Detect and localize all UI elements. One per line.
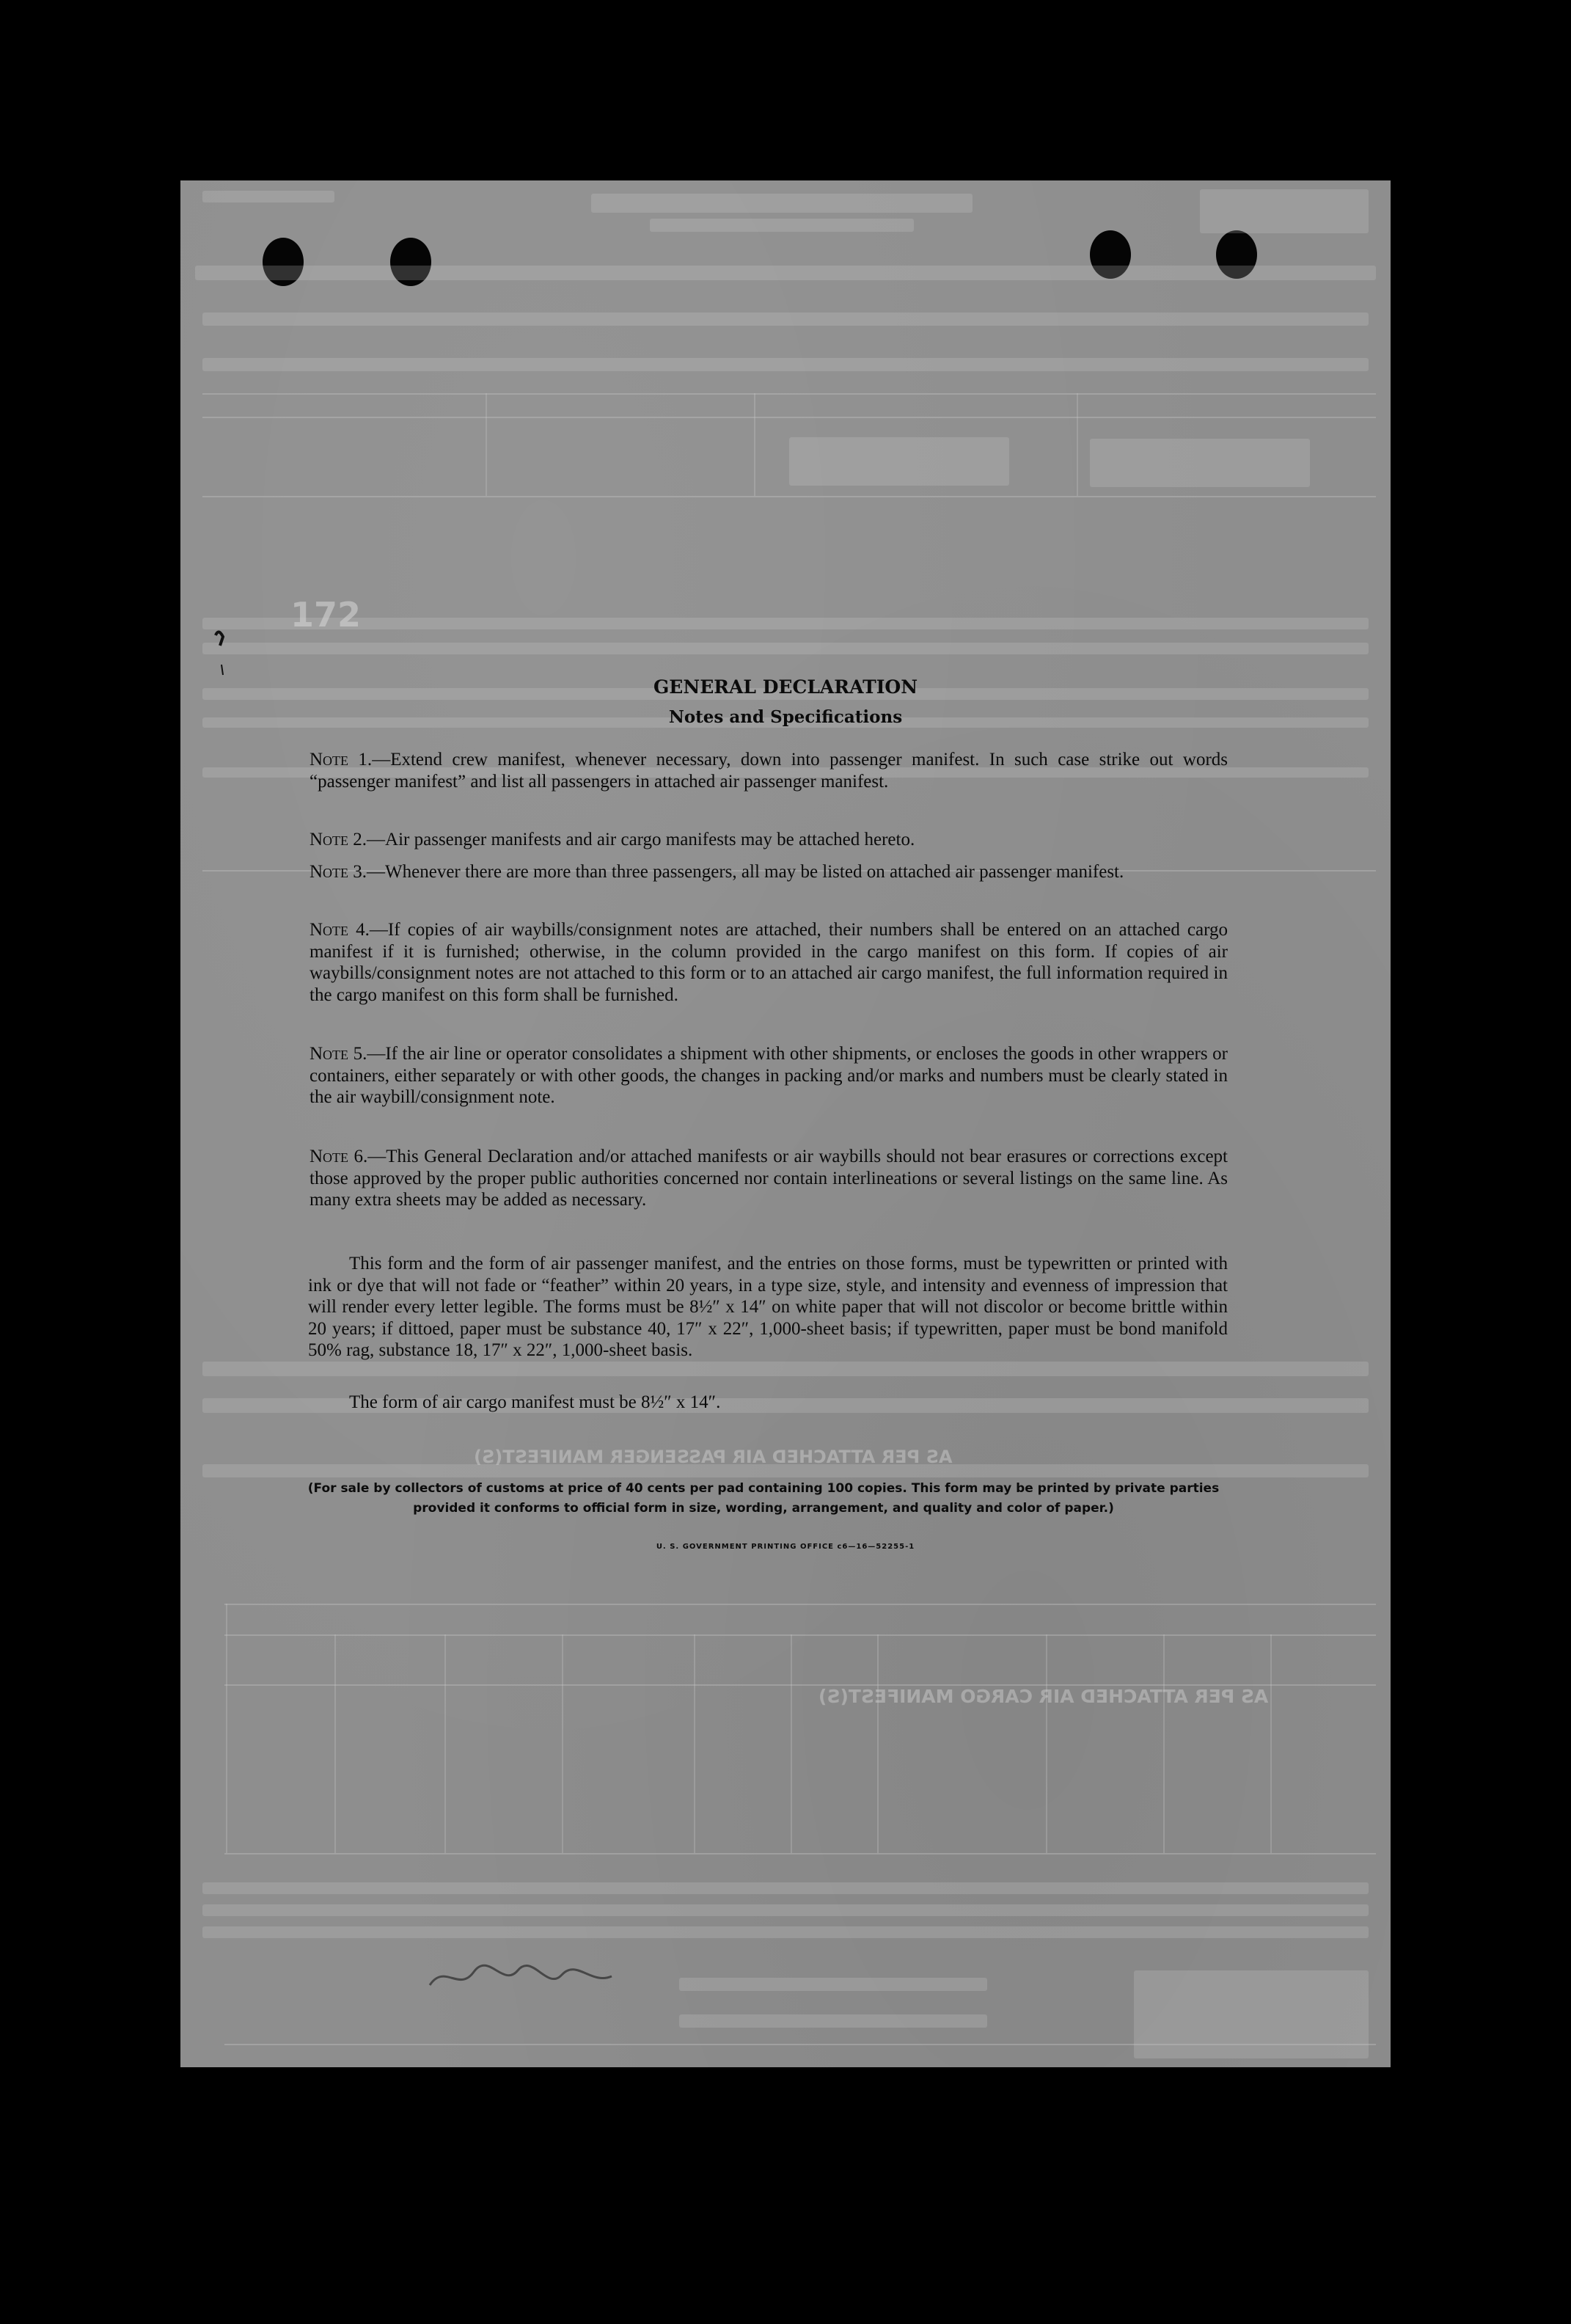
note-label: Note 5. [310, 1044, 367, 1064]
note-text: —Extend crew manifest, whenever necessary, down into passenger manifest. In such case strike out words “passenger manifest” and list all passengers in attached air passenger manifest. [310, 750, 1228, 792]
note-label: Note 6. [310, 1147, 368, 1166]
note-3 [310, 861, 1228, 883]
note-text: —Air passenger manifests and air cargo manifests may be attached hereto. [367, 830, 915, 849]
note-text: —Whenever there are more than three passengers, all may be listed on attached air passenger manifest. [367, 862, 1124, 882]
note-label: Note 4. [310, 920, 370, 940]
document-sheet: AS PER ATTACHED AIR CARGO MANIFEST(S) 172 GENERAL DECLARATION Notes and Specifications Note 1.—Extend crew manifest, whenever necessary, down into passenger manifest. In such case strike out words “passenger manifest” and list all passengers in attached air passenger manifest. Note 2.—Air passenger manifests and air cargo manifests may be attached hereto. Note 3.—Whenever there are more than three passengers, all may be listed on attached air passenger manifest. Note 4.—If copies of air waybills/consignment notes are attached, their numbers shall be entered on an attached cargo manifest if it is furnished; otherwise, in the column provided in the cargo manifest on this form. If copies of air waybills/consignment notes are not attached to this form or to an attached air cargo manifest, the full information required in the cargo manifest on this form shall be furnished. Note 5.—If the air line or operator consolidates a shipment with other shipments, or encloses the goods in other wrappers or containers, either separately or with other goods, the changes in packing and/or marks and numbers must be clearly stated in the air waybill/consignment note. Note 6.—This General Declaration and/or attached manifests or air waybills should not bear erasures or corrections except those approved by the proper public authorities concerned nor contain interlineations or several listings on the same line. As many extra sheets may be added as necessary. This form and the form of air passenger manifest, and the entries on those forms, must be typewritten or printed with ink or dye that will not fade or “feather” within 20 years, in a type size, style, and intensity and evenness of impression that will render every letter legible. The forms must be 8½″ x 14″ on white paper that will not discolor or become brittle within 20 years; if dittoed, paper must be substance 40, 17″ x 22″, 1,000-sheet basis; if typewritten, paper must be bond manifold 50% rag, substance 18, 17″ x 22″, 1,000-sheet basis. The form of air cargo manifest must be 8½″ x 14″. AS PER ATTACHED AIR PASSENGER MANIFEST(S) (For sale by collectors of customs at price of 40 cents per pad containing 100 copies. This form may be printed by private parties provided it conforms to official form in size, wording, arrangement, and quality and color of paper.) U. S. GOVERNMENT PRINTING OFFICE c6—16—52255-1 [180, 180, 1391, 2067]
note-label: Note 1. [310, 750, 373, 770]
note-2 [310, 829, 1228, 851]
note-5 [310, 1043, 1228, 1108]
note-label: Note 2. [310, 830, 367, 849]
note-6 [310, 1146, 1228, 1211]
signature-icon [422, 1956, 620, 2000]
cargo-manifest-size-line: The form of air cargo manifest must be 8½″ x 14″. [349, 1392, 721, 1412]
note-1 [310, 749, 1228, 792]
printing-office-line: U. S. GOVERNMENT PRINTING OFFICE c6—16—52255-1 [656, 1543, 915, 1551]
note-label: Note 3. [310, 862, 367, 882]
document-subtitle: Notes and Specifications [668, 707, 903, 727]
note-4 [310, 919, 1228, 1006]
handwritten-number: 172 [290, 595, 362, 635]
note-text: —If the air line or operator consolidates a shipment with other shipments, or encloses the goods in other wrappers or containers, either separately or with other goods, the changes in packing and/or marks and numbers must be clearly stated in the air waybill/consignment note. [310, 1044, 1228, 1107]
note-text: —If copies of air waybills/consignment notes are attached, their numbers shall be entered on an attached cargo manifest if it is furnished; otherwise, in the column provided in the cargo manifest on this form. If copies of air waybills/consignment notes are not attached to this form or to an attached air cargo manifest, the full information required in the cargo manifest on this form shall be furnished. [310, 920, 1228, 1005]
sale-notice: (For sale by collectors of customs at price of 40 cents per pad containing 100 copies. This form may be printed by private parties provided it conforms to official form in size, wording, arrangement, and quality and color of paper.) [307, 1481, 1220, 1516]
document-title: GENERAL DECLARATION [653, 676, 918, 698]
form-requirements-paragraph: This form and the form of air passenger manifest, and the entries on those forms, must be typewritten or printed with ink or dye that will not fade or “feather” within 20 years, in a type size, style, and intensity and evenness of impression that will render every letter legible. The forms must be 8½″ x 14″ on white paper that will not discolor or become brittle within 20 years; if dittoed, paper must be substance 40, 17″ x 22″, 1,000-sheet basis; if typewritten, paper must be bond manifold 50% rag, substance 18, 17″ x 22″, 1,000-sheet basis. [308, 1254, 1228, 1360]
note-text: —This General Declaration and/or attached manifests or air waybills should not bear erasures or corrections except those approved by the proper public authorities concerned nor contain interlineations or several listings on the same line. As many extra sheets may be added as necessary. [310, 1147, 1228, 1210]
